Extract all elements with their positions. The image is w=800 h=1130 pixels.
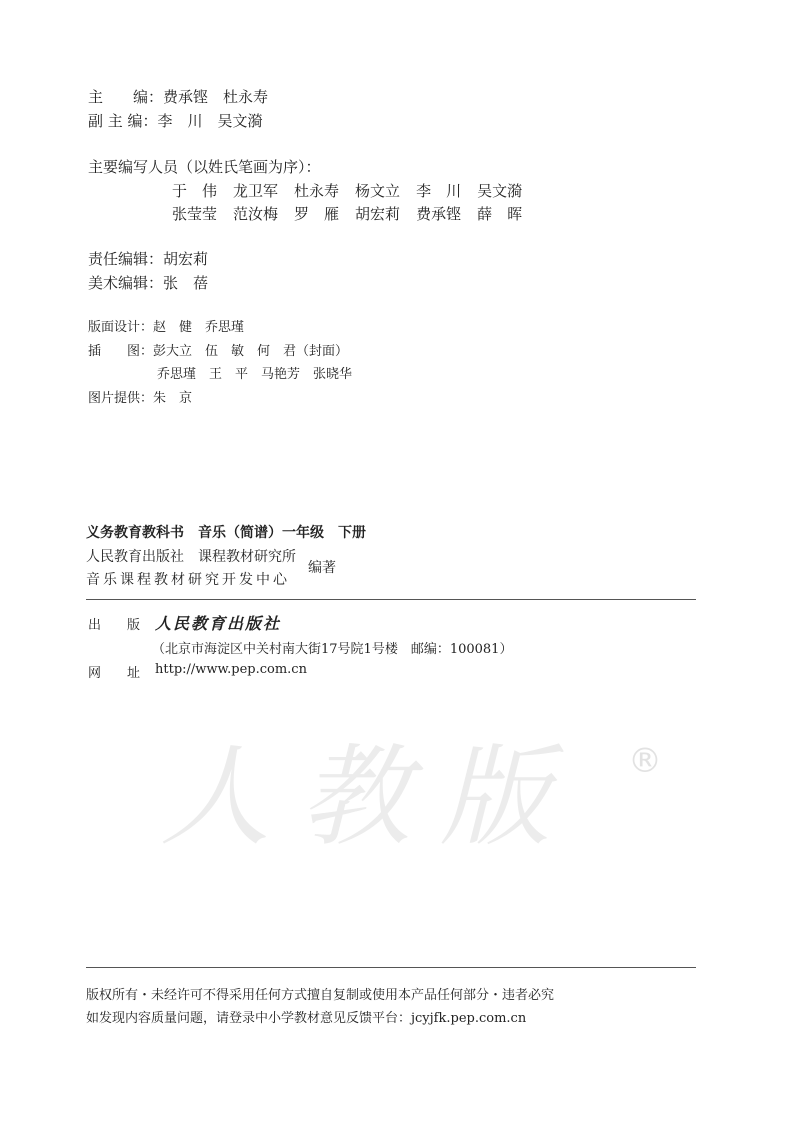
photo-credit-line <box>88 387 192 406</box>
publisher-label: 出 版 <box>88 618 141 633</box>
illustration-line <box>88 340 348 359</box>
org-line-2: 音乐课程教材研究开发中心 <box>86 572 290 588</box>
watermark-glyphs <box>140 720 660 880</box>
photo-credit-value: 朱 京 <box>153 391 193 406</box>
layout-design-label: 版面设计： <box>88 320 154 335</box>
writers-row-1 <box>172 180 538 201</box>
writer-name: 薛 晖 <box>477 205 523 223</box>
website-value[interactable]: http://www.pep.com.cn <box>155 662 307 677</box>
writer-name: 杨文立 <box>355 182 401 200</box>
art-editor-value: 张 蓓 <box>163 274 209 292</box>
writer-name: 罗 雁 <box>294 205 340 223</box>
book-title: 义务教育教科书 音乐（简谱）一年级 下册 <box>86 525 366 541</box>
art-editor-label: 美术编辑： <box>88 274 164 292</box>
chief-editor-line <box>88 86 268 107</box>
layout-design-line <box>88 316 244 335</box>
divider-bottom <box>86 967 696 968</box>
publisher-address: （北京市海淀区中关村南大街17号院1号楼 邮编：100081） <box>152 642 513 657</box>
illustration-label: 插 图： <box>88 344 154 359</box>
publisher-name: 人民教育出版社 <box>155 614 282 633</box>
watermark-text: 人教版 <box>160 733 580 861</box>
writer-name: 吴文漪 <box>477 182 523 200</box>
responsible-editor-line <box>88 248 208 269</box>
copyright-notice: 版权所有・未经许可不得采用任何方式擅自复制或使用本产品任何部分・违者必究 <box>86 988 555 1003</box>
chief-editor-value: 费承铿 杜永寿 <box>163 88 269 106</box>
writers-label: 主要编写人员（以姓氏笔画为序）： <box>88 158 321 176</box>
illustration-value-1: 彭大立 伍 敏 何 君（封面） <box>153 344 349 359</box>
writer-name: 胡宏莉 <box>355 205 401 223</box>
divider-top <box>86 599 696 600</box>
registered-mark-icon: ® <box>628 741 660 781</box>
layout-design-value: 赵 健 乔思瑾 <box>153 320 245 335</box>
deputy-editor-line <box>88 110 263 131</box>
compiled-by: 编著 <box>308 560 336 576</box>
writers-row-2 <box>172 203 538 224</box>
website-label: 网 址 <box>88 666 141 681</box>
writer-name: 费承铿 <box>416 205 462 223</box>
deputy-editor-label: 副 主 编： <box>88 112 158 130</box>
feedback-notice: 如发现内容质量问题，请登录中小学教材意见反馈平台：jcyjfk.pep.com.cn <box>86 1011 527 1026</box>
writer-name: 杜永寿 <box>294 182 340 200</box>
org-line-1: 人民教育出版社 课程教材研究所 <box>86 549 296 565</box>
responsible-editor-label: 责任编辑： <box>88 250 164 268</box>
writer-name: 龙卫军 <box>233 182 279 200</box>
art-editor-line <box>88 272 208 293</box>
watermark-logo <box>140 720 660 880</box>
writer-name: 于 伟 <box>172 182 218 200</box>
responsible-editor-value: 胡宏莉 <box>163 250 209 268</box>
illustration-value-2: 乔思瑾 王 平 马艳芳 张晓华 <box>157 367 353 382</box>
writer-name: 李 川 <box>416 182 462 200</box>
writer-name: 范汝梅 <box>233 205 279 223</box>
photo-credit-label: 图片提供： <box>88 391 154 406</box>
writer-name: 张莹莹 <box>172 205 218 223</box>
chief-editor-label: 主 编： <box>88 88 164 106</box>
deputy-editor-value: 李 川 吴文漪 <box>157 112 263 130</box>
